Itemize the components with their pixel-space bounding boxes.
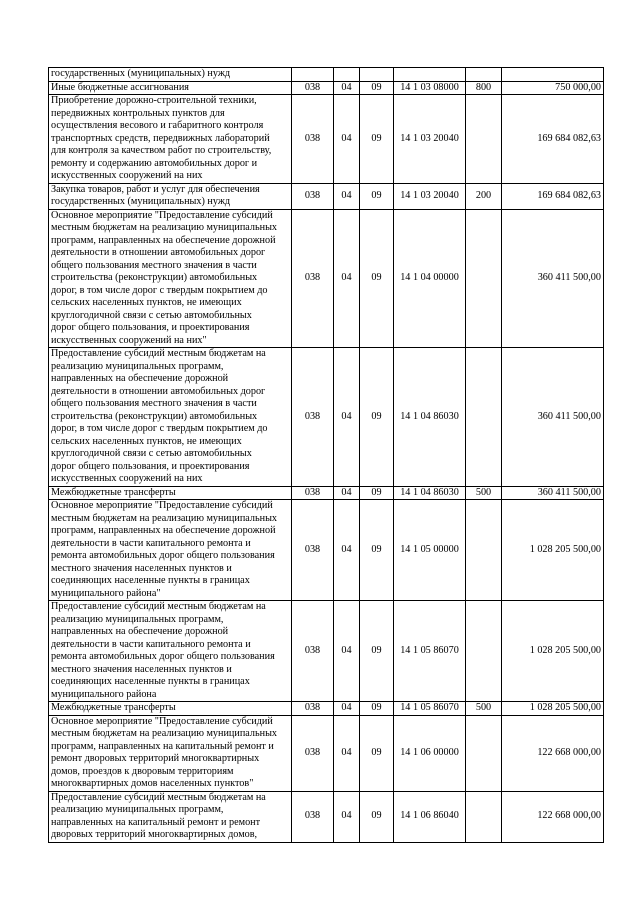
table-row: [49, 95, 604, 184]
cell-name: Приобретение дорожно-строительной техники, передвижных контрольных пунктов для осуществления весового и габаритного контроля транспортных средств, передвижных лабораторий для контроля за качеством работ по строительству, ремонту и содержанию автомобильных дорог и искусственных сооружений на них: [49, 95, 292, 184]
cell-amount: 169 684 082,63: [502, 95, 604, 184]
cell-grbs-code: [292, 68, 334, 82]
table-row: [49, 500, 604, 601]
cell-target-item-code: 14 1 05 86070: [394, 702, 466, 716]
table-row: [49, 348, 604, 487]
cell-grbs-code: 038: [292, 715, 334, 791]
cell-amount: 169 684 082,63: [502, 183, 604, 209]
cell-expense-type-code: [466, 68, 502, 82]
cell-grbs-code: 038: [292, 348, 334, 487]
cell-target-item-code: 14 1 03 20040: [394, 95, 466, 184]
cell-grbs-code: 038: [292, 486, 334, 500]
cell-grbs-code: 038: [292, 95, 334, 184]
cell-target-item-code: 14 1 06 86040: [394, 791, 466, 842]
table-row: [49, 791, 604, 842]
cell-expense-type-code: [466, 500, 502, 601]
cell-target-item-code: 14 1 04 86030: [394, 486, 466, 500]
cell-grbs-code: 038: [292, 209, 334, 348]
cell-subsection-code: 09: [360, 702, 394, 716]
cell-expense-type-code: [466, 715, 502, 791]
cell-amount: 1 028 205 500,00: [502, 601, 604, 702]
cell-target-item-code: 14 1 05 86070: [394, 601, 466, 702]
cell-target-item-code: 14 1 03 20040: [394, 183, 466, 209]
cell-name: Межбюджетные трансферты: [49, 702, 292, 716]
table-row: [49, 715, 604, 791]
cell-expense-type-code: 800: [466, 81, 502, 95]
cell-name: Закупка товаров, работ и услуг для обеспечения государственных (муниципальных) нужд: [49, 183, 292, 209]
cell-name: Предоставление субсидий местным бюджетам на реализацию муниципальных программ, направленных на обеспечение дорожной деятельности в отношении автомобильных дорог общего пользования местного значения в части строительства (реконструкции) автомобильных дорог, в том числе дорог с твердым покрытием до сельских населенных пунктов, не имеющих круглогодичной связи с сетью автомобильных дорог общего пользования, и проектирования искусственных сооружений на них: [49, 348, 292, 487]
cell-section-code: 04: [334, 500, 360, 601]
cell-grbs-code: 038: [292, 601, 334, 702]
cell-amount: 1 028 205 500,00: [502, 500, 604, 601]
cell-target-item-code: 14 1 04 86030: [394, 348, 466, 487]
cell-name: Межбюджетные трансферты: [49, 486, 292, 500]
cell-grbs-code: 038: [292, 183, 334, 209]
cell-subsection-code: 09: [360, 500, 394, 601]
cell-name: Предоставление субсидий местным бюджетам на реализацию муниципальных программ, направленных на обеспечение дорожной деятельности в части капитального ремонта и ремонта автомобильных дорог общего пользования местного значения населенных пунктов и соединяющих населенные пункты в границах муниципального района: [49, 601, 292, 702]
cell-section-code: 04: [334, 486, 360, 500]
cell-expense-type-code: [466, 601, 502, 702]
cell-amount: 360 411 500,00: [502, 209, 604, 348]
table-row: [49, 68, 604, 82]
cell-grbs-code: 038: [292, 81, 334, 95]
cell-amount: 750 000,00: [502, 81, 604, 95]
cell-expense-type-code: 500: [466, 702, 502, 716]
cell-section-code: 04: [334, 348, 360, 487]
cell-subsection-code: 09: [360, 81, 394, 95]
table-row: [49, 209, 604, 348]
cell-grbs-code: 038: [292, 791, 334, 842]
cell-grbs-code: 038: [292, 500, 334, 601]
cell-section-code: 04: [334, 81, 360, 95]
cell-subsection-code: 09: [360, 209, 394, 348]
cell-section-code: [334, 68, 360, 82]
cell-expense-type-code: [466, 209, 502, 348]
cell-target-item-code: [394, 68, 466, 82]
cell-subsection-code: 09: [360, 95, 394, 184]
cell-amount: 122 668 000,00: [502, 791, 604, 842]
cell-subsection-code: 09: [360, 183, 394, 209]
cell-section-code: 04: [334, 209, 360, 348]
table-row: [49, 702, 604, 716]
cell-target-item-code: 14 1 04 00000: [394, 209, 466, 348]
cell-subsection-code: 09: [360, 348, 394, 487]
cell-section-code: 04: [334, 183, 360, 209]
cell-section-code: 04: [334, 702, 360, 716]
cell-amount: [502, 68, 604, 82]
cell-section-code: 04: [334, 715, 360, 791]
cell-amount: 122 668 000,00: [502, 715, 604, 791]
cell-subsection-code: 09: [360, 791, 394, 842]
budget-table-body: [49, 68, 604, 843]
cell-target-item-code: 14 1 05 00000: [394, 500, 466, 601]
cell-expense-type-code: [466, 348, 502, 487]
cell-section-code: 04: [334, 601, 360, 702]
cell-expense-type-code: [466, 95, 502, 184]
cell-section-code: 04: [334, 95, 360, 184]
cell-name: Предоставление субсидий местным бюджетам на реализацию муниципальных программ, направленных на капитальный ремонт и ремонт дворовых территорий многоквартирных домов,: [49, 791, 292, 842]
cell-name: Основное мероприятие "Предоставление субсидий местным бюджетам на реализацию муниципальных программ, направленных на обеспечение дорожной деятельности в отношении автомобильных дорог общего пользования местного значения в части строительства (реконструкции) автомобильных дорог, в том числе дорог с твердым покрытием до сельских населенных пунктов, не имеющих круглогодичной связи с сетью автомобильных дорог общего пользования, и проектирования искусственных сооружений на них": [49, 209, 292, 348]
cell-amount: 1 028 205 500,00: [502, 702, 604, 716]
budget-table: [48, 67, 604, 843]
table-row: [49, 183, 604, 209]
cell-name: государственных (муниципальных) нужд: [49, 68, 292, 82]
cell-target-item-code: 14 1 03 08000: [394, 81, 466, 95]
cell-expense-type-code: [466, 791, 502, 842]
cell-expense-type-code: 200: [466, 183, 502, 209]
cell-subsection-code: 09: [360, 486, 394, 500]
cell-subsection-code: [360, 68, 394, 82]
cell-grbs-code: 038: [292, 702, 334, 716]
cell-amount: 360 411 500,00: [502, 486, 604, 500]
cell-section-code: 04: [334, 791, 360, 842]
cell-name: Иные бюджетные ассигнования: [49, 81, 292, 95]
cell-amount: 360 411 500,00: [502, 348, 604, 487]
cell-subsection-code: 09: [360, 715, 394, 791]
cell-target-item-code: 14 1 06 00000: [394, 715, 466, 791]
table-row: [49, 486, 604, 500]
table-row: [49, 81, 604, 95]
table-row: [49, 601, 604, 702]
cell-expense-type-code: 500: [466, 486, 502, 500]
cell-name: Основное мероприятие "Предоставление субсидий местным бюджетам на реализацию муниципальных программ, направленных на обеспечение дорожной деятельности в части капитального ремонта и ремонта автомобильных дорог общего пользования местного значения населенных пунктов и соединяющих населенные пункты в границах муниципального района": [49, 500, 292, 601]
cell-name: Основное мероприятие "Предоставление субсидий местным бюджетам на реализацию муниципальных программ, направленных на капитальный ремонт и ремонт дворовых территорий многоквартирных домов, проездов к дворовым территориям многоквартирных домов населенных пунктов": [49, 715, 292, 791]
cell-subsection-code: 09: [360, 601, 394, 702]
